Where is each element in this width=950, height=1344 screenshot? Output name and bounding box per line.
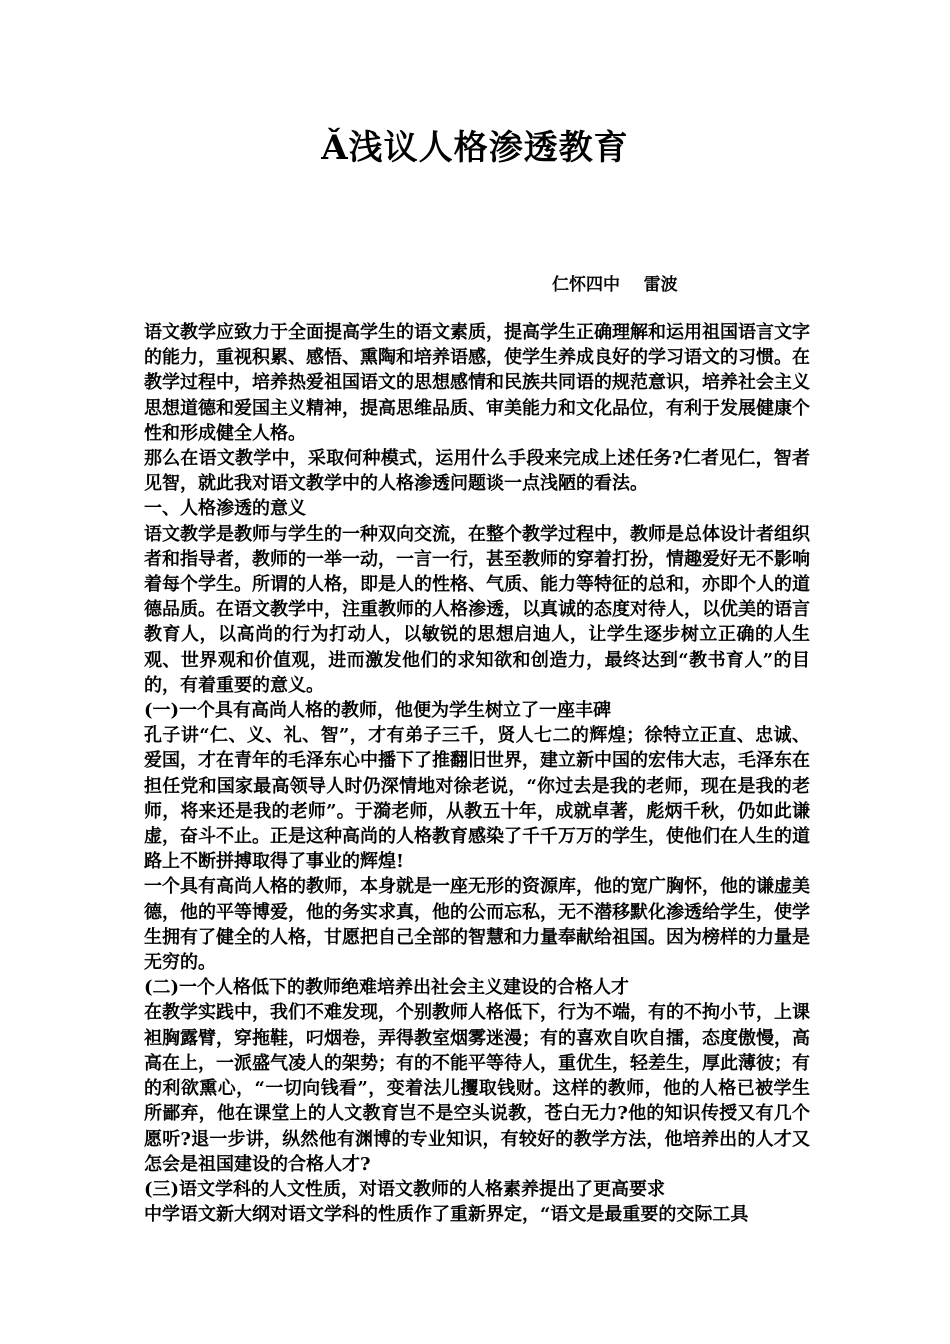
paragraph: 语文教学是教师与学生的一种双向交流，在整个教学过程中，教师是总体设计者组织者和指导者，教师的一举一动，一言一行，甚至教师的穿着打扮，情趣爱好无不影响着每个学生。所谓的人格，即是人的性格、气质、能力等特征的总和，亦即个人的道德品质。在语文教学中，注重教师的人格渗透，以真诚的态度对待人，以优美的语言教育人，以高尚的行为打动人，以敏锐的思想启迪人，让学生逐步树立正确的人生观、世界观和价值观，进而激发他们的求知欲和创造力，最终达到“教书育人”的目的，有着重要的意义。: [144, 523, 810, 696]
paragraph: 在教学实践中，我们不难发现，个别教师人格低下，行为不端，有的不拘小节，上课袒胸露臂，穿拖鞋，叼烟卷，弄得教室烟雾迷漫；有的喜欢自吹自擂，态度傲慢，高高在上，一派盛气凌人的架势；有的不能平等待人，重优生，轻差生，厚此薄彼；有的利欲熏心，“一切向钱看”，变着法儿攫取钱财。这样的教师，他的人格已被学生所鄙弃，他在课堂上的人文教育岂不是空头说教，苍白无力?他的知识传授又有几个愿听?退一步讲，纵然他有渊博的专业知识，有较好的教学方法，他培养出的人才又怎会是祖国建设的合格人才?: [144, 1002, 810, 1175]
subsection-heading: (一)一个具有高尚人格的教师，他便为学生树立了一座丰碑: [144, 700, 612, 722]
paragraph: 那么在语文教学中，采取何种模式，运用什么手段来完成上述任务?仁者见仁，智者见智，就此我对语文教学中的人格渗透问题谈一点浅陋的看法。: [144, 448, 810, 495]
section-heading: 一、人格渗透的意义: [144, 498, 306, 520]
document-title: Ǎ浅议人格渗透教育: [321, 128, 629, 168]
paragraph: 中学语文新大纲对语文学科的性质作了重新界定，“语文是最重要的交际工具: [144, 1204, 749, 1226]
author-line: 仁怀四中 雷波: [552, 275, 678, 295]
subsection-heading: (三)语文学科的人文性质，对语文教师的人格素养提出了更高要求: [144, 1178, 666, 1200]
paragraph: 孔子讲“仁、义、礼、智”，才有弟子三千，贤人七二的辉煌；徐特立正直、忠诚、爱国，才在青年的毛泽东心中播下了推翻旧世界，建立新中国的宏伟大志，毛泽东在担任党和国家最高领导人时仍深情地对徐老说，“你过去是我的老师，现在是我的老师，将来还是我的老师”。于漪老师，从教五十年，成就卓著，彪炳千秋，仍如此谦虚，奋斗不止。正是这种高尚的人格教育感染了千千万万的学生，使他们在人生的道路上不断拼搏取得了事业的辉煌!: [144, 725, 810, 873]
subsection-heading: (二)一个人格低下的教师绝难培养出社会主义建设的合格人才: [144, 977, 630, 999]
paragraph: 语文教学应致力于全面提高学生的语文素质，提高学生正确理解和运用祖国语言文字的能力，重视积累、感悟、熏陶和培养语感，使学生养成良好的学习语文的习惯。在教学过程中，培养热爱祖国语文的思想感情和民族共同语的规范意识，培养社会主义思想道德和爱国主义精神，提高思维品质、审美能力和文化品位，有利于发展健康个性和形成健全人格。: [144, 322, 810, 444]
paragraph: 一个具有高尚人格的教师，本身就是一座无形的资源库，他的宽广胸怀，他的谦虚美德，他的平等博爱，他的务实求真，他的公而忘私，无不潜移默化渗透给学生，使学生拥有了健全的人格，甘愿把自己全部的智慧和力量奉献给祖国。因为榜样的力量是无穷的。: [144, 876, 810, 974]
document-body: [144, 320, 810, 1227]
